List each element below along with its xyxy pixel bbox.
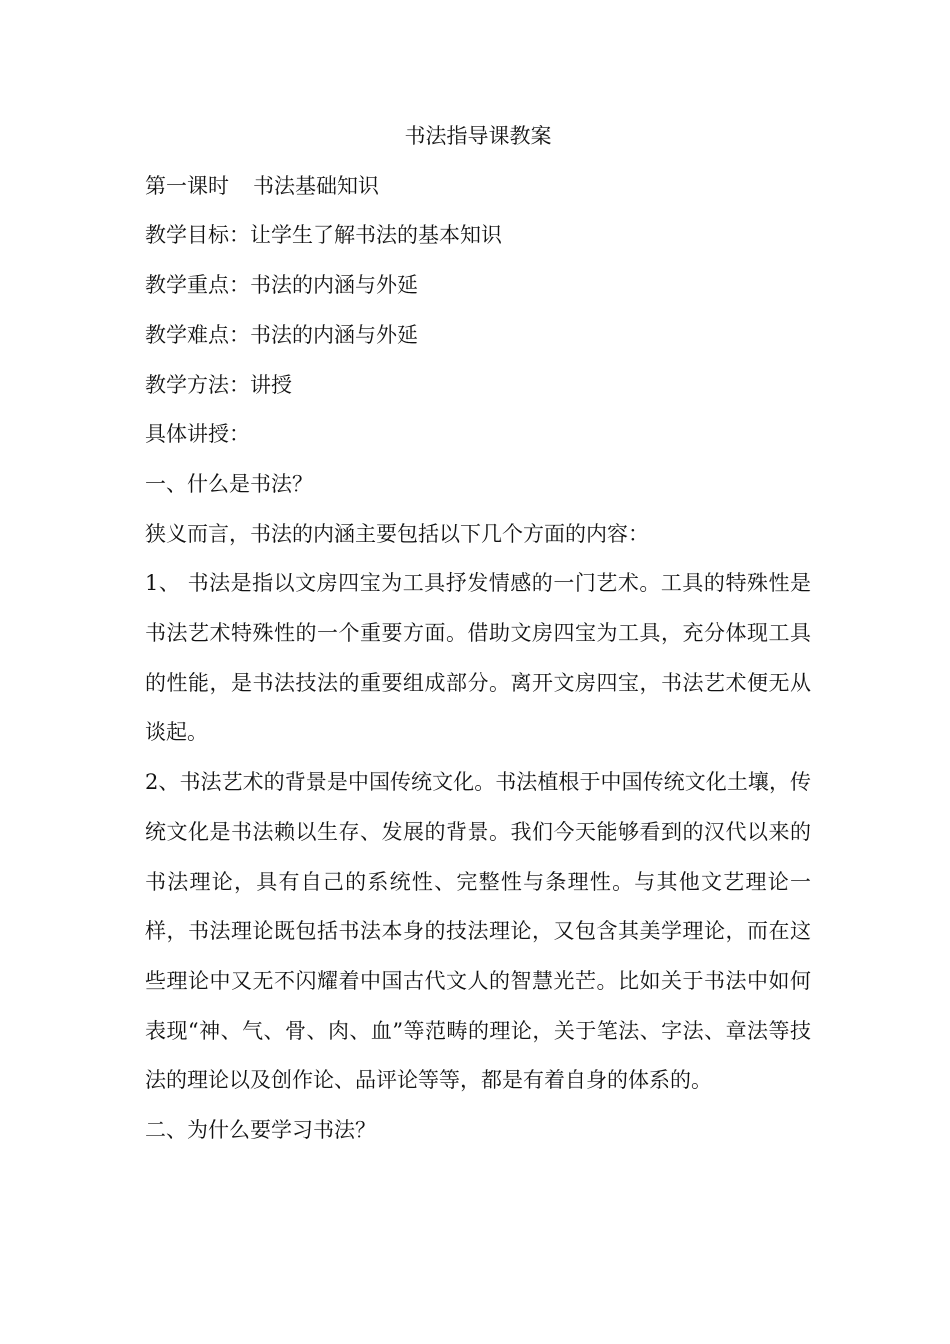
teaching-difficulty: 教学难点：书法的内涵与外延: [145, 322, 418, 347]
teaching-key-point: 教学重点：书法的内涵与外延: [145, 273, 418, 298]
lesson-name: 书法基础知识: [253, 173, 379, 198]
section-1-item-1: 1、 书法是指以文房四宝为工具抒发情感的一门艺术。工具的特殊性是书法艺术特殊性的一个重要方面。借助文房四宝为工具，充分体现工具的性能，是书法技法的重要组成部分。离开文房四宝，书法艺术便无从谈起。: [145, 571, 811, 745]
section-1-item-2: 2、书法艺术的背景是中国传统文化。书法植根于中国传统文化土壤，传统文化是书法赖以生存、发展的背景。我们今天能够看到的汉代以来的书法理论，具有自己的系统性、完整性与条理性。与其他文艺理论一样，书法理论既包括书法本身的技法理论，又包含其美学理论，而在这些理论中又无不闪耀着中国古代文人的智慧光芒。比如关于书法中如何表现“神、气、骨、肉、血”等范畴的理论，关于笔法、字法、章法等技法的理论以及创作论、品评论等等，都是有着自身的体系的。: [145, 770, 811, 1093]
teaching-method: 教学方法：讲授: [145, 372, 292, 397]
section-1-lead: 狭义而言，书法的内涵主要包括以下几个方面的内容：: [145, 521, 649, 546]
document-title: 书法指导课教案: [404, 124, 552, 148]
section-2-heading: 二、为什么要学习书法？: [145, 1118, 376, 1143]
lesson-line: [145, 162, 811, 212]
lesson-label: 第一课时: [145, 173, 229, 198]
teaching-objective: 教学目标：让学生了解书法的基本知识: [145, 223, 502, 248]
document-body: [145, 112, 811, 1156]
teaching-intro: 具体讲授：: [145, 422, 250, 447]
section-1-heading: 一、什么是书法？: [145, 471, 313, 496]
